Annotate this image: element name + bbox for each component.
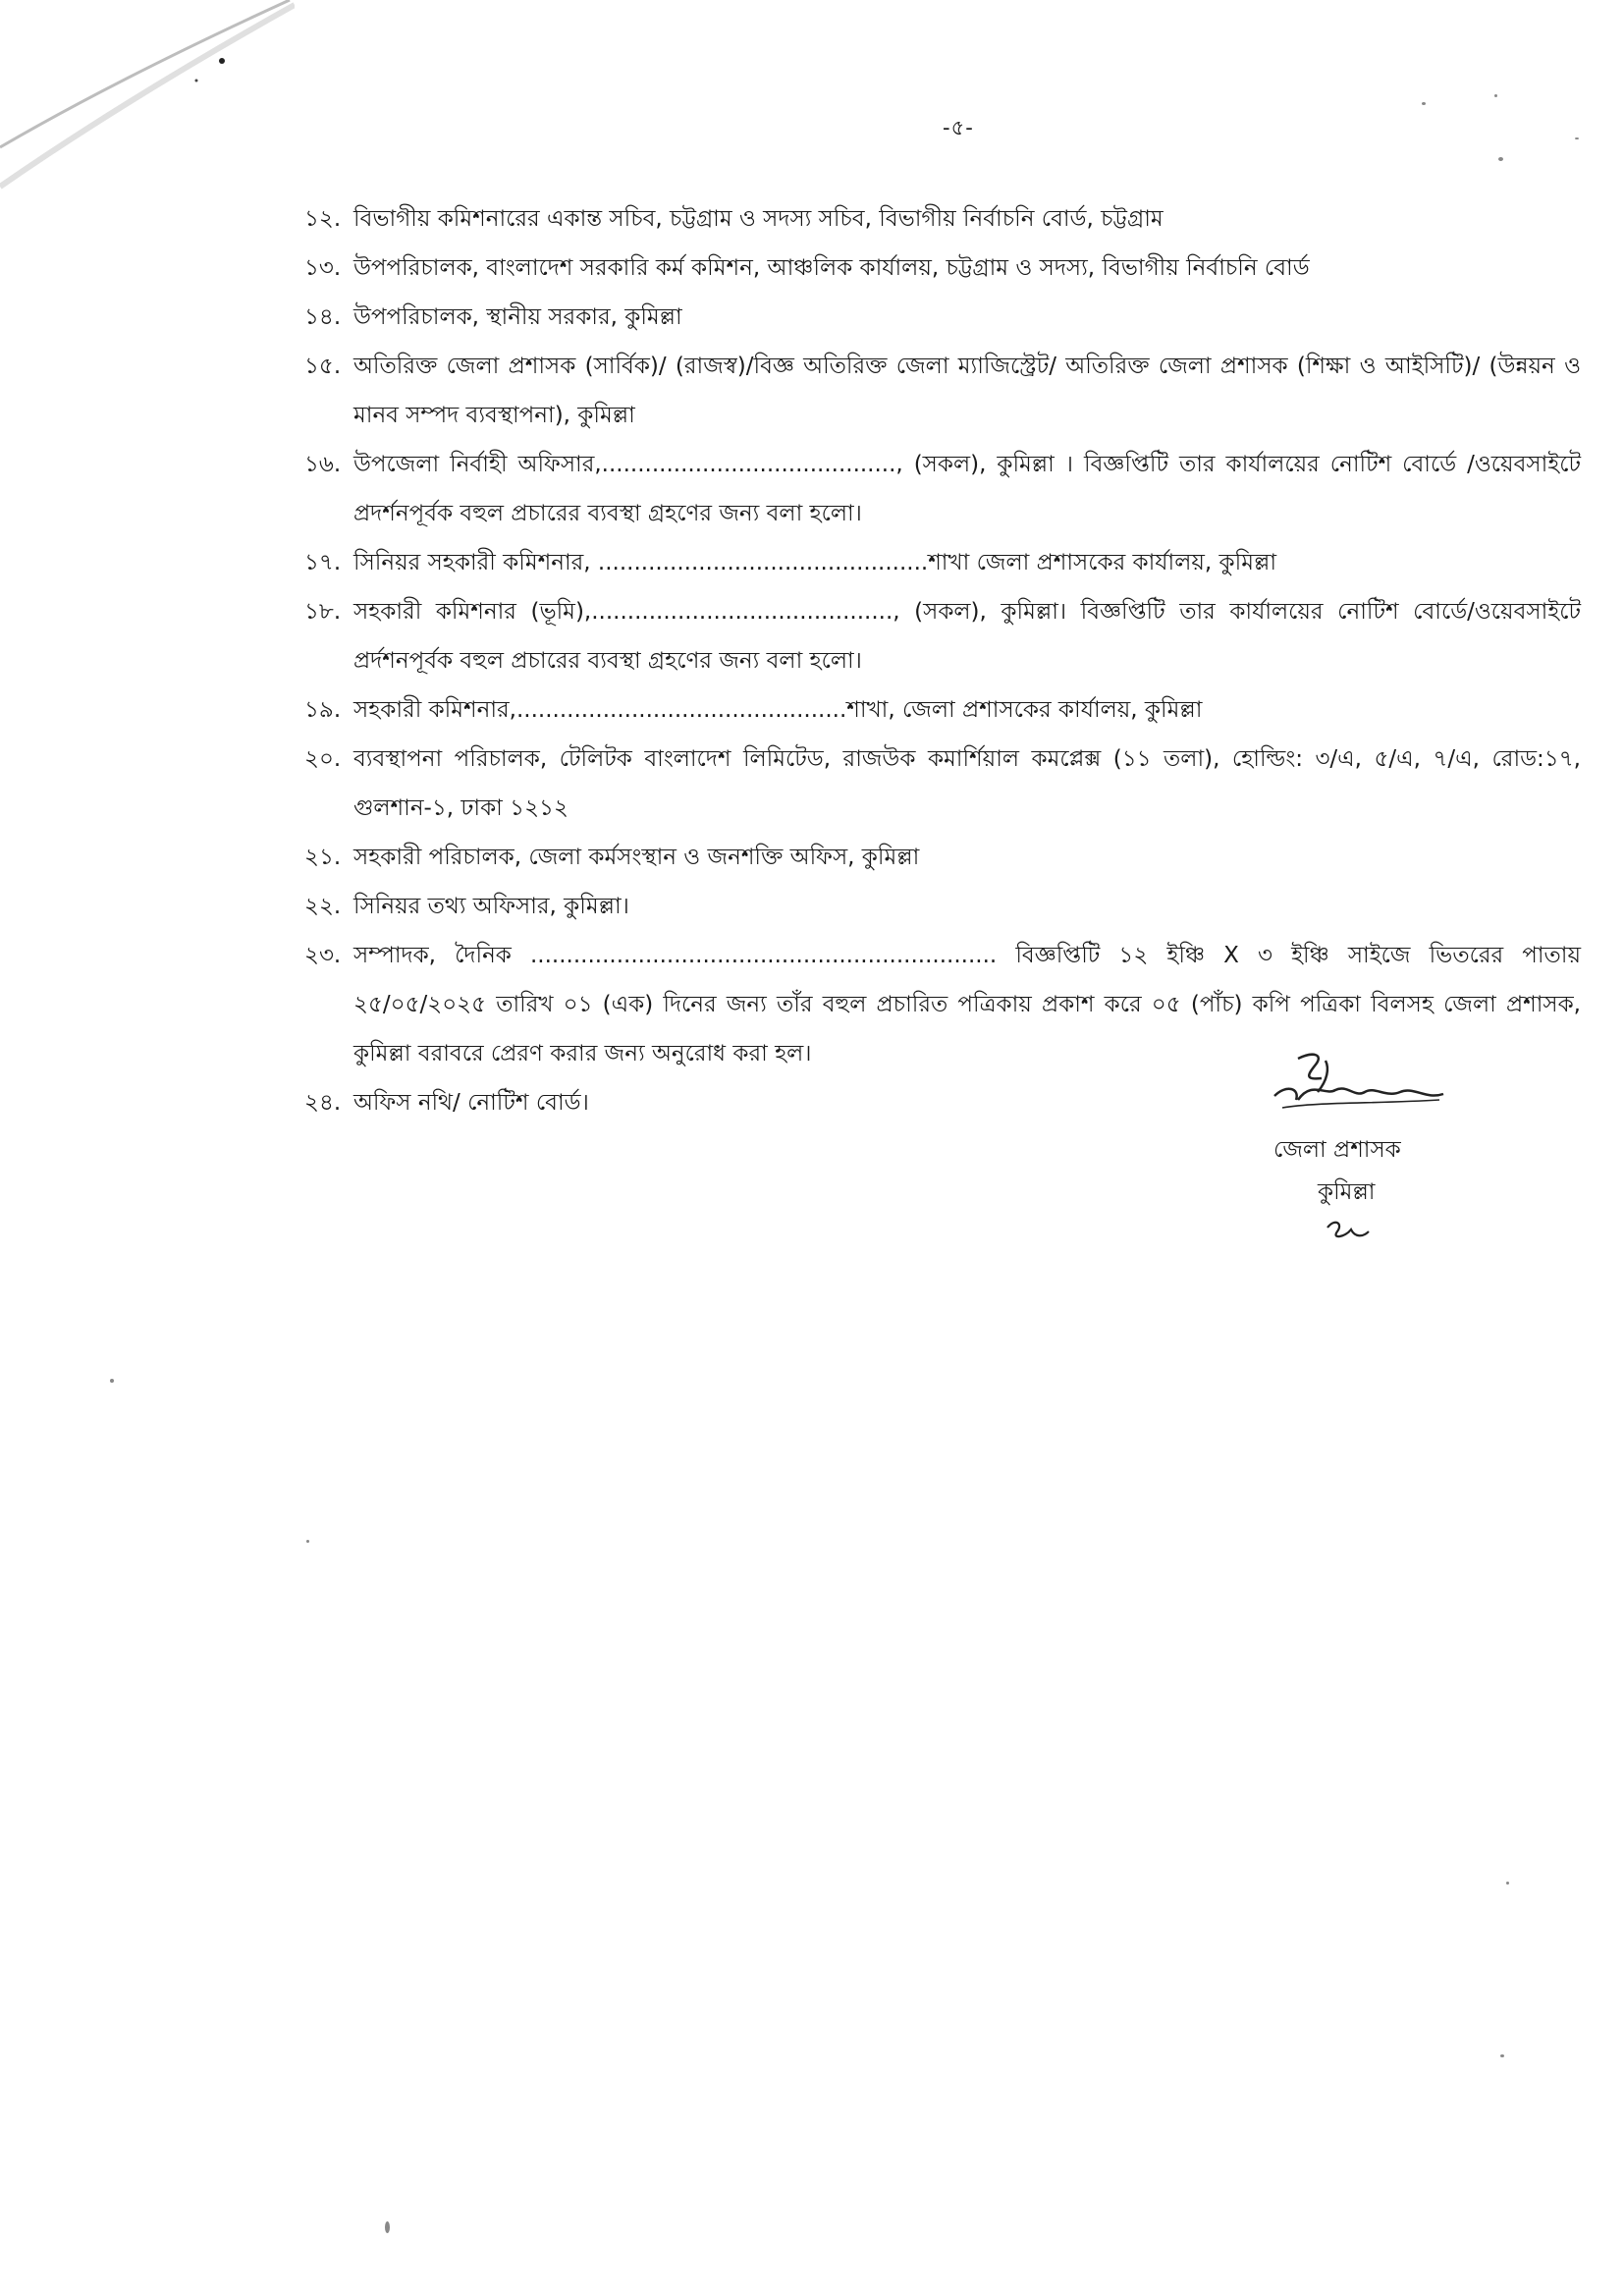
scan-fold-mark: [0, 0, 295, 206]
signature-block: [1257, 1041, 1492, 1247]
list-item: [304, 342, 1581, 440]
scan-speck: [1500, 2054, 1504, 2057]
list-item: [304, 833, 1581, 882]
scan-speck: [385, 2221, 390, 2233]
scan-speck: [110, 1379, 114, 1383]
item-text: সম্পাদক, দৈনিক ................................................................. বিজ্ঞপ্তিটি ১২ ইঞ্চি X ৩ ইঞ্চি সাইজে ভিতরের পাতায় ২৫/০৫/২০২৫ তারিখ ০১ (এক) দিনের জন্য তাঁর বহুল প্রচারিত পত্রিকায় প্রকাশ করে ০৫ (পাঁচ) কপি পত্রিকা বিলসহ জেলা প্রশাসক, কুমিল্লা বরাবরে প্রেরণ করার জন্য অনুরোধ করা হল।: [353, 943, 1581, 1066]
signatory-title: জেলা প্রশাসক: [1273, 1137, 1401, 1163]
scan-speck: [1498, 157, 1503, 161]
item-number: ১৮.: [304, 599, 342, 625]
item-text: উপপরিচালক, বাংলাদেশ সরকারি কর্ম কমিশন, আঞ্চলিক কার্যালয়, চট্টগ্রাম ও সদস্য, বিভাগীয় নির্বাচনি বোর্ড: [353, 255, 1310, 281]
item-number: ১৯.: [304, 697, 342, 723]
list-item: [304, 587, 1581, 685]
page-number: -৫-: [943, 116, 974, 139]
item-number: ১৬.: [304, 452, 342, 477]
list-item: [304, 735, 1581, 833]
item-text: ব্যবস্থাপনা পরিচালক, টেলিটক বাংলাদেশ লিমিটেড, রাজউক কমার্শিয়াল কমপ্লেক্স (১১ তলা), হোল্ডিং: ৩/এ, ৫/এ, ৭/এ, রোড:১৭, গুলশান-১, ঢাকা ১২১২: [353, 746, 1581, 821]
list-item: [304, 293, 1581, 342]
distribution-list: [304, 194, 1581, 1127]
item-text: সহকারী কমিশনার,..............................................শাখা, জেলা প্রশাসকের কার্যালয়, কুমিল্লা: [353, 697, 1203, 723]
handwritten-signature: [1257, 1041, 1492, 1129]
scan-speck: [306, 1540, 309, 1543]
list-item: [304, 538, 1581, 587]
list-item: [304, 685, 1581, 735]
item-number: ১৪.: [304, 304, 342, 330]
item-text: উপজেলা নির্বাহী অফিসার,........................................., (সকল), কুমিল্লা । বিজ্ঞপ্তিটি তার কার্যালয়ের নোটিশ বোর্ডে /ওয়েবসাইটে প্রদর্শনপূর্বক বহুল প্রচারের ব্যবস্থা গ্রহণের জন্য বলা হলো।: [353, 452, 1581, 526]
item-text: সিনিয়র সহকারী কমিশনার, ..............................................শাখা জেলা প্রশাসকের কার্যালয়, কুমিল্লা: [353, 550, 1276, 575]
scan-speck: [1506, 1882, 1509, 1885]
item-text: বিভাগীয় কমিশনারের একান্ত সচিব, চট্টগ্রাম ও সদস্য সচিব, বিভাগীয় নির্বাচনি বোর্ড, চট্টগ্রাম: [353, 206, 1164, 232]
item-number: ১২.: [304, 206, 342, 232]
list-item: [304, 194, 1581, 244]
signatory-place: কুমিল্লা: [1318, 1179, 1376, 1205]
item-text: উপপরিচালক, স্থানীয় সরকার, কুমিল্লা: [353, 304, 682, 330]
item-text: সহকারী পরিচালক, জেলা কর্মসংস্থান ও জনশক্তি অফিস, কুমিল্লা: [353, 845, 920, 870]
item-number: ১৫.: [304, 354, 342, 379]
list-item: [304, 244, 1581, 293]
initials-mark: [1322, 1214, 1380, 1253]
scan-speck: [1494, 94, 1497, 97]
list-item: [304, 882, 1581, 931]
list-item: [304, 440, 1581, 538]
item-number: ২৪.: [304, 1090, 342, 1116]
item-number: ২২.: [304, 894, 342, 919]
item-text: অফিস নথি/ নোটিশ বোর্ড।: [353, 1090, 589, 1116]
item-text: সহকারী কমিশনার (ভূমি),.........................................., (সকল), কুমিল্লা। বিজ্ঞপ্তিটি তার কার্যালয়ের নোটিশ বোর্ডে/ওয়েবসাইটে প্রর্দশনপূর্বক বহুল প্রচারের ব্যবস্থা গ্রহণের জন্য বলা হলো।: [353, 599, 1581, 674]
item-number: ১৩.: [304, 255, 342, 281]
item-number: ২১.: [304, 845, 342, 870]
item-number: ১৭.: [304, 550, 342, 575]
item-text: অতিরিক্ত জেলা প্রশাসক (সার্বিক)/ (রাজস্ব)/বিজ্ঞ অতিরিক্ত জেলা ম্যাজিস্ট্রেট/ অতিরিক্ত জেলা প্রশাসক (শিক্ষা ও আইসিটি)/ (উন্নয়ন ও মানব সম্পদ ব্যবস্থাপনা), কুমিল্লা: [353, 354, 1581, 428]
item-number: ২৩.: [304, 943, 342, 968]
item-number: ২০.: [304, 746, 342, 772]
item-text: সিনিয়র তথ্য অফিসার, কুমিল্লা।: [353, 894, 629, 919]
scan-speck: [1422, 102, 1426, 105]
scan-speck: [1575, 137, 1579, 139]
